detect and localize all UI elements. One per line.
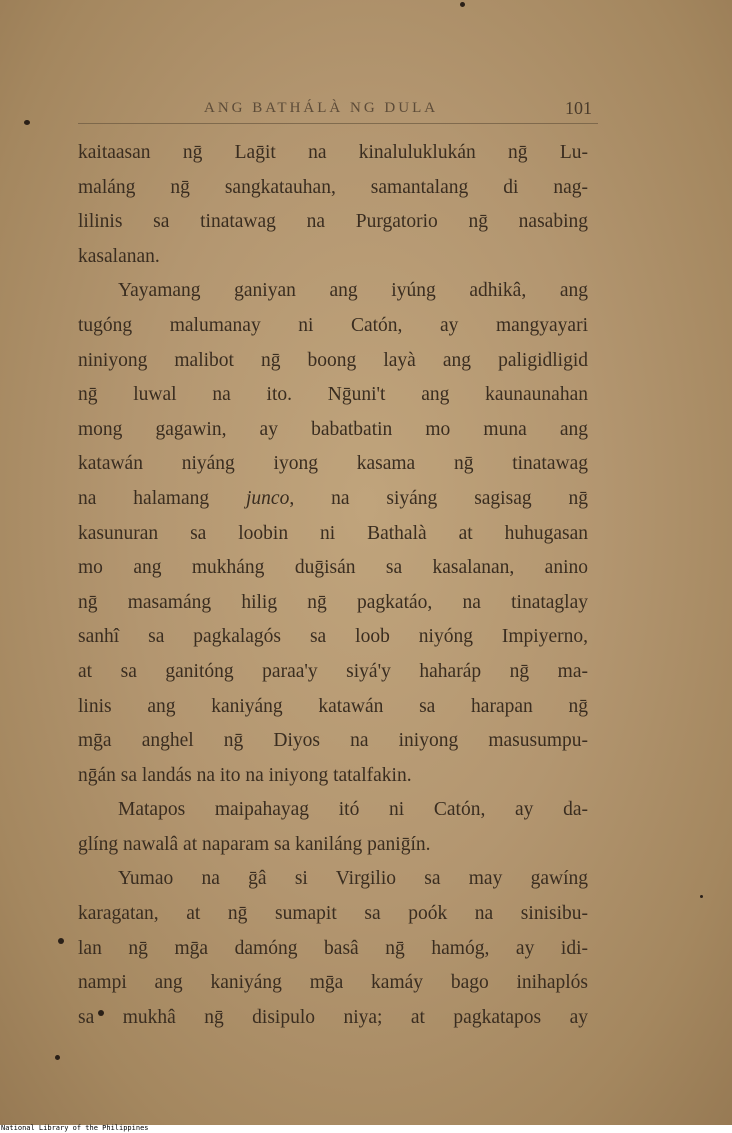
text-line: Yayamang ganiyan ang iyúng adhikâ, ang bbox=[118, 280, 588, 302]
text-line: katawán niyáng iyong kasama nḡ tinatawag bbox=[78, 453, 588, 475]
running-head: ANG BATHÁLÀ NG DULA bbox=[204, 100, 439, 116]
ink-speck bbox=[55, 1055, 60, 1060]
ink-speck bbox=[700, 895, 703, 898]
text-line: mong gagawin, ay babatbatin mo muna ang bbox=[78, 418, 588, 440]
text-line: lilinis sa tinatawag na Purgatorio nḡ nasabing bbox=[78, 211, 588, 233]
text-line: maláng nḡ sangkatauhan, samantalang di nag- bbox=[78, 176, 588, 198]
text-line: na halamang junco, na siyáng sagisag nḡ bbox=[78, 487, 588, 509]
text-line: nampi ang kaniyáng mḡa kamáy bago inihaplós bbox=[78, 972, 588, 994]
text-line: niniyong malibot nḡ boong layà ang paligidligid bbox=[78, 349, 588, 371]
text-line: kasunuran sa loobin ni Bathalà at huhugasan bbox=[78, 522, 588, 544]
text-line: Matapos maipahayag itó ni Catón, ay da- bbox=[118, 799, 588, 821]
page-number: 101 bbox=[565, 98, 592, 118]
text-line: nḡán sa landás na ito na iniyong tatalfakin. bbox=[78, 764, 412, 786]
text-line: Yumao na ḡâ si Virgilio sa may gawíng bbox=[118, 868, 588, 890]
body-text bbox=[78, 136, 588, 1035]
text-line: mo ang mukháng duḡisán sa kasalanan, anino bbox=[78, 557, 588, 579]
footer-credit: National Library of the Philippines bbox=[1, 1124, 149, 1132]
ink-speck bbox=[24, 120, 30, 125]
text-line: tugóng malumanay ni Catón, ay mangyayari bbox=[78, 314, 588, 336]
text-line: lan nḡ mḡa damóng basâ nḡ hamóg, ay idi- bbox=[78, 937, 588, 959]
footer bbox=[0, 1125, 732, 1133]
text-line: nḡ luwal na ito. Nḡuni't ang kaunaunahan bbox=[78, 384, 588, 406]
text-line: at sa ganitóng paraa'y siyá'y haharáp nḡ ma- bbox=[78, 660, 588, 682]
text-line: sa mukhâ nḡ disipulo niya; at pagkatapos ay bbox=[78, 1006, 588, 1028]
text-line: nḡ masamáng hilig nḡ pagkatáo, na tinataglay bbox=[78, 591, 588, 613]
text-line: sanhî sa pagkalagós sa loob niyóng Impiyerno, bbox=[78, 626, 588, 648]
text-line: kaitaasan nḡ Laḡit na kinaluluklukán nḡ Lu- bbox=[78, 142, 588, 163]
text-line: glíng nawalâ at naparam sa kaniláng paniḡín. bbox=[78, 833, 431, 855]
italic-term: junco bbox=[246, 487, 290, 509]
header-rule bbox=[78, 123, 598, 124]
text-line: karagatan, at nḡ sumapit sa poók na sinisibu- bbox=[78, 903, 588, 925]
ink-speck bbox=[460, 2, 465, 7]
text-line: kasalanan. bbox=[78, 245, 160, 267]
page-header bbox=[78, 98, 598, 124]
text-line: mḡa anghel nḡ Diyos na iniyong masusumpu- bbox=[78, 730, 588, 752]
text-line: linis ang kaniyáng katawán sa harapan nḡ bbox=[78, 695, 588, 717]
ink-speck bbox=[58, 938, 64, 944]
